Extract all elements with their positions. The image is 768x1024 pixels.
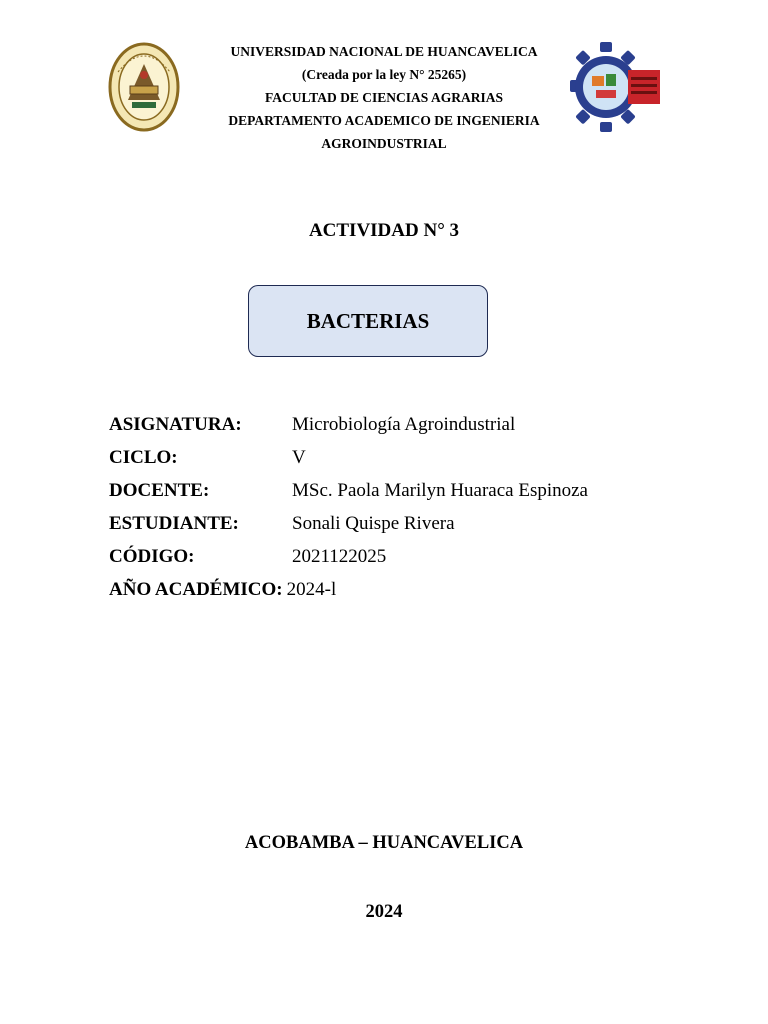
- info-value: MSc. Paola Marilyn Huaraca Espinoza: [292, 479, 588, 501]
- year: 2024: [365, 902, 403, 922]
- faculty-name: FACULTAD DE CIENCIAS AGRARIAS: [265, 90, 503, 105]
- info-row-docente: [109, 474, 588, 507]
- document-title: BACTERIAS: [306, 308, 430, 333]
- university-seal-icon: [108, 42, 180, 132]
- department-line-1: DEPARTAMENTO ACADEMICO DE INGENIERIA: [228, 113, 540, 128]
- info-label: ASIGNATURA:: [109, 413, 242, 435]
- activity-number: ACTIVIDAD N° 3: [308, 220, 460, 241]
- info-value: Sonali Quispe Rivera: [292, 512, 455, 534]
- location: ACOBAMBA – HUANCAVELICA: [244, 833, 524, 853]
- info-row-anio-academico: [109, 573, 588, 606]
- institution-header: [190, 40, 578, 155]
- info-value: 2024-l: [286, 578, 337, 600]
- info-row-estudiante: [109, 507, 588, 540]
- agroindustrial-gear-logo-icon: [570, 40, 662, 134]
- info-table: [109, 408, 588, 606]
- info-row-asignatura: [109, 408, 588, 441]
- university-name: UNIVERSIDAD NACIONAL DE HUANCAVELICA: [230, 44, 538, 59]
- department-line-2: AGROINDUSTRIAL: [321, 136, 447, 151]
- info-row-codigo: [109, 540, 588, 573]
- info-label: AÑO ACADÉMICO:: [109, 578, 283, 600]
- info-label: CÓDIGO:: [109, 545, 195, 567]
- info-value: V: [292, 446, 306, 468]
- creation-law: (Creada por la ley N° 25265): [301, 67, 467, 82]
- info-value: Microbiología Agroindustrial: [292, 413, 516, 435]
- title-box: [248, 285, 488, 357]
- info-row-ciclo: [109, 441, 588, 474]
- info-label: DOCENTE:: [109, 479, 210, 501]
- info-label: ESTUDIANTE:: [109, 512, 239, 534]
- info-label: CICLO:: [109, 446, 178, 468]
- info-value: 2021122025: [292, 545, 387, 567]
